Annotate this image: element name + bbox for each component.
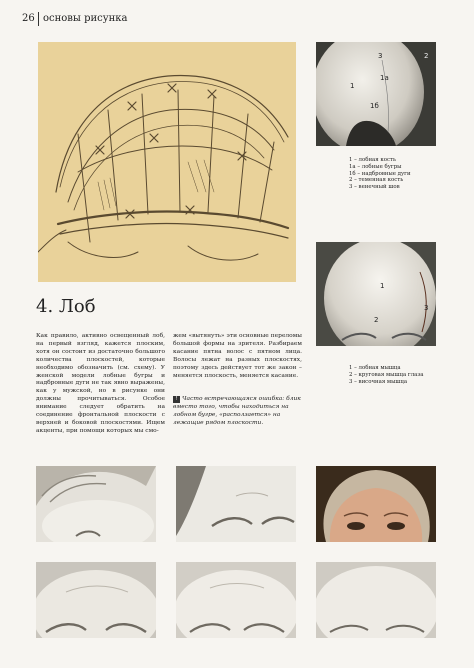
legend-item: 3 – височная мышца (349, 378, 408, 385)
skull-photo (316, 42, 436, 146)
cast-forehead-photo-3 (316, 562, 436, 638)
legend-item: 1а – лобные бугры (349, 163, 402, 170)
forehead-planes-sketch (38, 42, 296, 282)
muscle-label-1: 1 (380, 282, 385, 290)
skull-label-2: 2 (424, 52, 429, 60)
muscle-legend (349, 365, 423, 385)
tip-text: блик вместо того, чтобы находиться на лобном бугре, «расползается» на лежащие рядом плоскости. (173, 396, 301, 426)
warning-icon: ! (173, 396, 180, 403)
muscle-label-2: 2 (374, 316, 379, 324)
tip-note (173, 396, 302, 428)
cast-forehead-photo-2 (176, 562, 296, 638)
skull-label-1b: 1б (370, 102, 379, 110)
sketch-drawing (38, 42, 296, 282)
male-brow-photo (176, 466, 296, 542)
legend-item: 1 – лобная мышца (349, 365, 401, 371)
tip-lead: Часто встречающаяся ошибка: (182, 396, 285, 402)
header-divider (38, 12, 39, 26)
legend-item: 1 – лобная кость (349, 157, 396, 163)
female-head-photo (36, 466, 156, 542)
skull-legend (349, 157, 411, 191)
muscle-head-photo (316, 242, 436, 346)
legend-item: 1б – надбровные дуги (349, 170, 411, 177)
running-header: основы рисунка (43, 13, 128, 24)
painted-face-photo (316, 466, 436, 542)
cast-forehead-photo-1 (36, 562, 156, 638)
skull-label-1a: 1a (380, 74, 389, 82)
legend-item: 3 – венечный шов (349, 184, 400, 191)
legend-item: 2 – круговая мышца глаза (349, 371, 424, 378)
legend-item: 2 – теменная кость (349, 177, 404, 184)
skull-label-3: 3 (378, 52, 383, 60)
skull-label-1: 1 (350, 82, 355, 90)
section-title: 4. Лоб (36, 296, 96, 317)
body-text-column-2: жем «вытянуть» эти основные переломы большой формы на зрителя. Разбираем касание пятна волос с пятном лица. Волосы лежат на разных плоскостях, поэтому здесь действует тот же закон – меняется плоскость, меняется касание. (173, 333, 302, 379)
body-text-column-1: Как правило, активно освещенный лоб, на первый взгляд, кажется плоским, хотя он состоит из достаточно большого количества плоскостей, которые необходимо обозначить (см. схему). У женской модели лобные бугры и надбровные дуги не так явно выражены, как у мужской, но в рисунке они должны прочитываться. Особое внимание следует обратить на соединение фронтальной плоскости с верхней и боковой плоскостями. Ищем акценты, при помощи которых мы смо- (36, 333, 165, 434)
page-number: 26 (22, 13, 35, 24)
muscle-label-3: 3 (424, 304, 429, 312)
